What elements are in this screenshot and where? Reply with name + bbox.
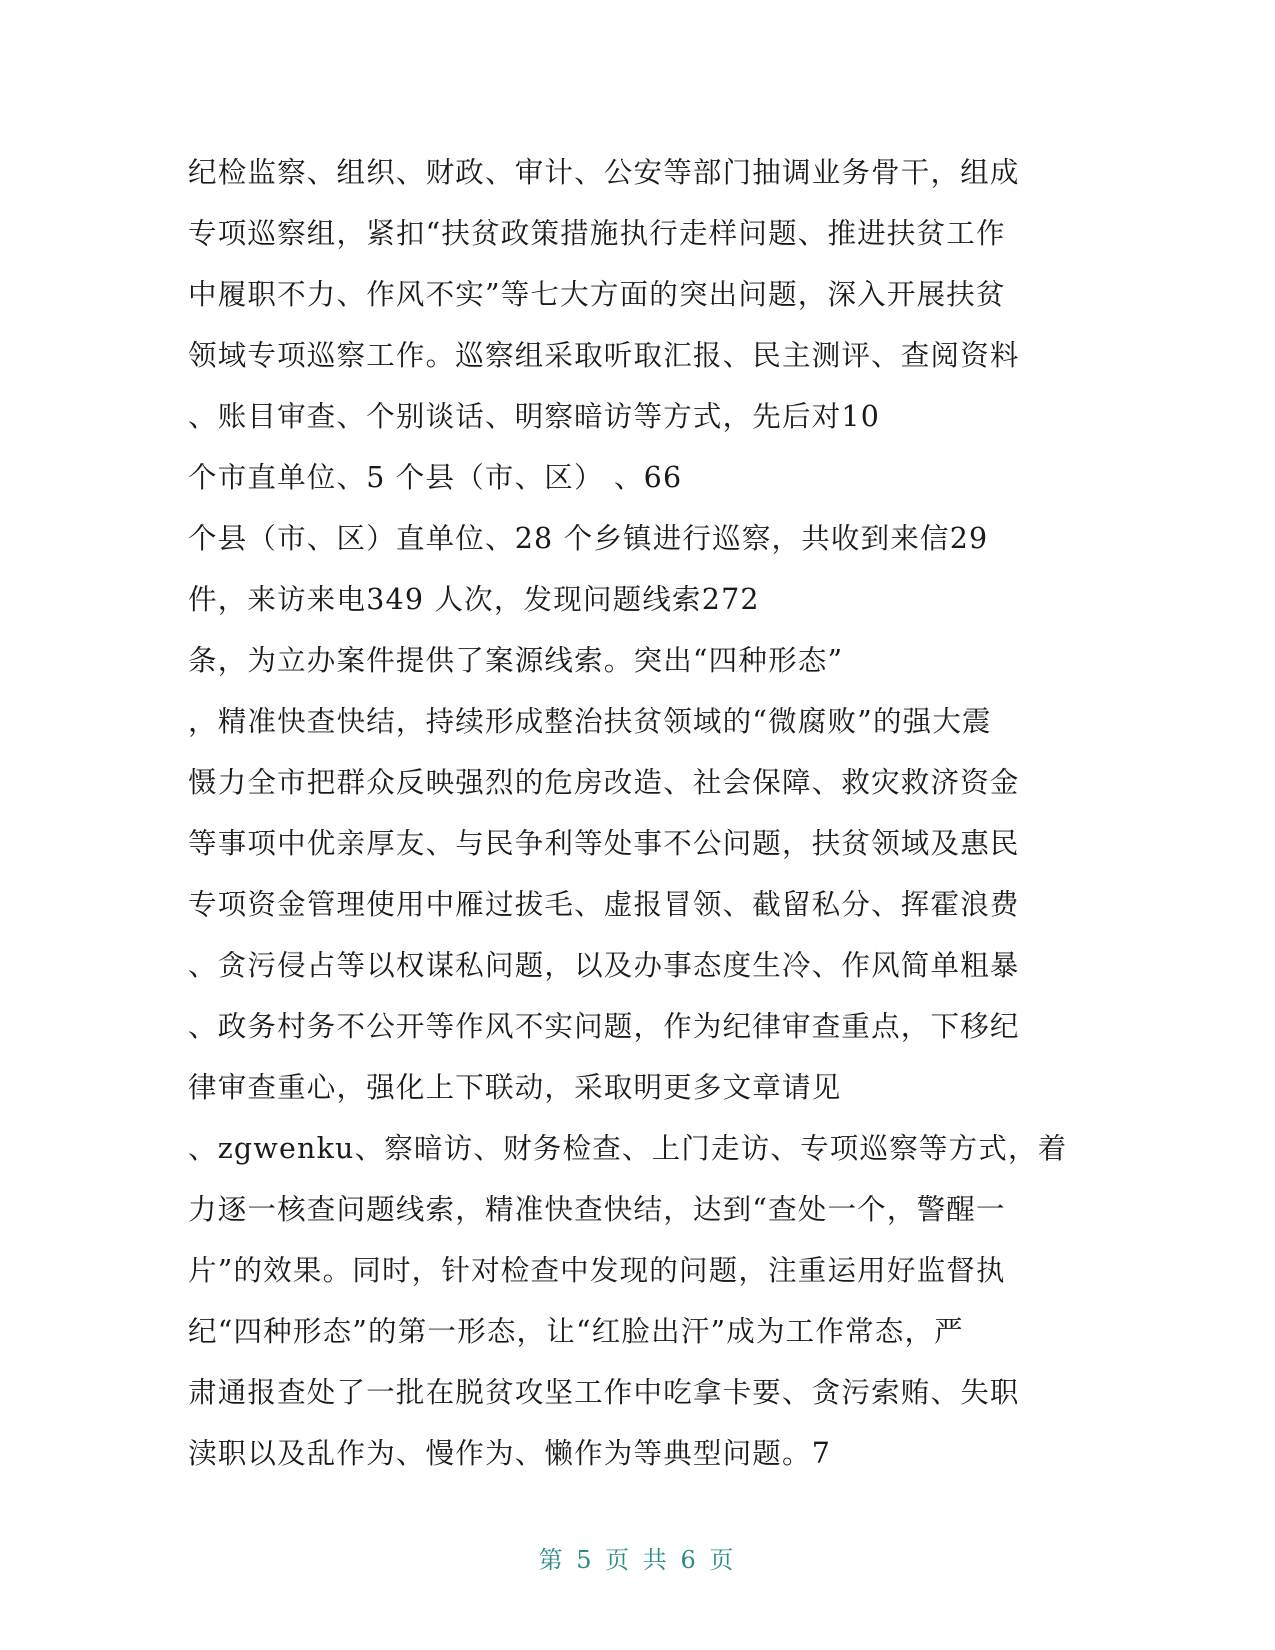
text-line: 、政务村务不公开等作风不实问题，作为纪律审查重点，下移纪 [188, 1010, 1020, 1043]
text-line: 纪“四种形态”的第一形态，让“红脸出汗”成为工作常态，严 [188, 1315, 964, 1348]
text-line: 力逐一核查问题线索，精准快查快结，达到“查处一个，警醒一 [188, 1193, 1006, 1226]
text-line: 中履职不力、作风不实”等七大方面的突出问题，深入开展扶贫 [188, 278, 1006, 311]
text-line: 、zgwenku、察暗访、财务检查、上门走访、专项巡察等方式，着 [188, 1132, 1068, 1165]
text-line: 律审查重心，强化上下联动，采取明更多文章请见 [188, 1071, 842, 1104]
text-line: 等事项中优亲厚友、与民争利等处事不公问题，扶贫领域及惠民 [188, 827, 1020, 860]
text-line: 、账目审查、个别谈话、明察暗访等方式，先后对10 [188, 400, 881, 433]
text-line: 专项巡察组，紧扣“扶贫政策措施执行走样问题、推进扶贫工作 [188, 217, 1006, 250]
text-line: 件，来访来电349 人次，发现问题线索272 [188, 583, 760, 616]
text-line: 个市直单位、5 个县（市、区） 、66 [188, 461, 683, 494]
text-line: 渎职以及乱作为、慢作为、懒作为等典型问题。7 [188, 1437, 832, 1470]
text-line: ，精准快查快结，持续形成整治扶贫领域的“微腐败”的强大震 [188, 705, 992, 738]
text-line: 专项资金管理使用中雁过拔毛、虚报冒领、截留私分、挥霍浪费 [188, 888, 1020, 921]
text-line: 肃通报查处了一批在脱贫攻坚工作中吃拿卡要、贪污索贿、失职 [188, 1376, 1020, 1409]
text-line: 纪检监察、组织、财政、审计、公安等部门抽调业务骨干，组成 [188, 156, 1020, 189]
text-line: 条，为立办案件提供了案源线索。突出“四种形态” [188, 644, 844, 677]
text-line: 个县（市、区）直单位、28 个乡镇进行巡察，共收到来信29 [188, 522, 989, 555]
text-line: 、贪污侵占等以权谋私问题，以及办事态度生冷、作风简单粗暴 [188, 949, 1020, 982]
body-text [188, 142, 1088, 1484]
text-line: 慑力全市把群众反映强烈的危房改造、社会保障、救灾救济资金 [188, 766, 1020, 799]
page-number-footer: 第 5 页 共 6 页 [538, 1546, 737, 1574]
text-line: 领域专项巡察工作。巡察组采取听取汇报、民主测评、查阅资料 [188, 339, 1020, 372]
text-line: 片”的效果。同时，针对检查中发现的问题，注重运用好监督执 [188, 1254, 1006, 1287]
